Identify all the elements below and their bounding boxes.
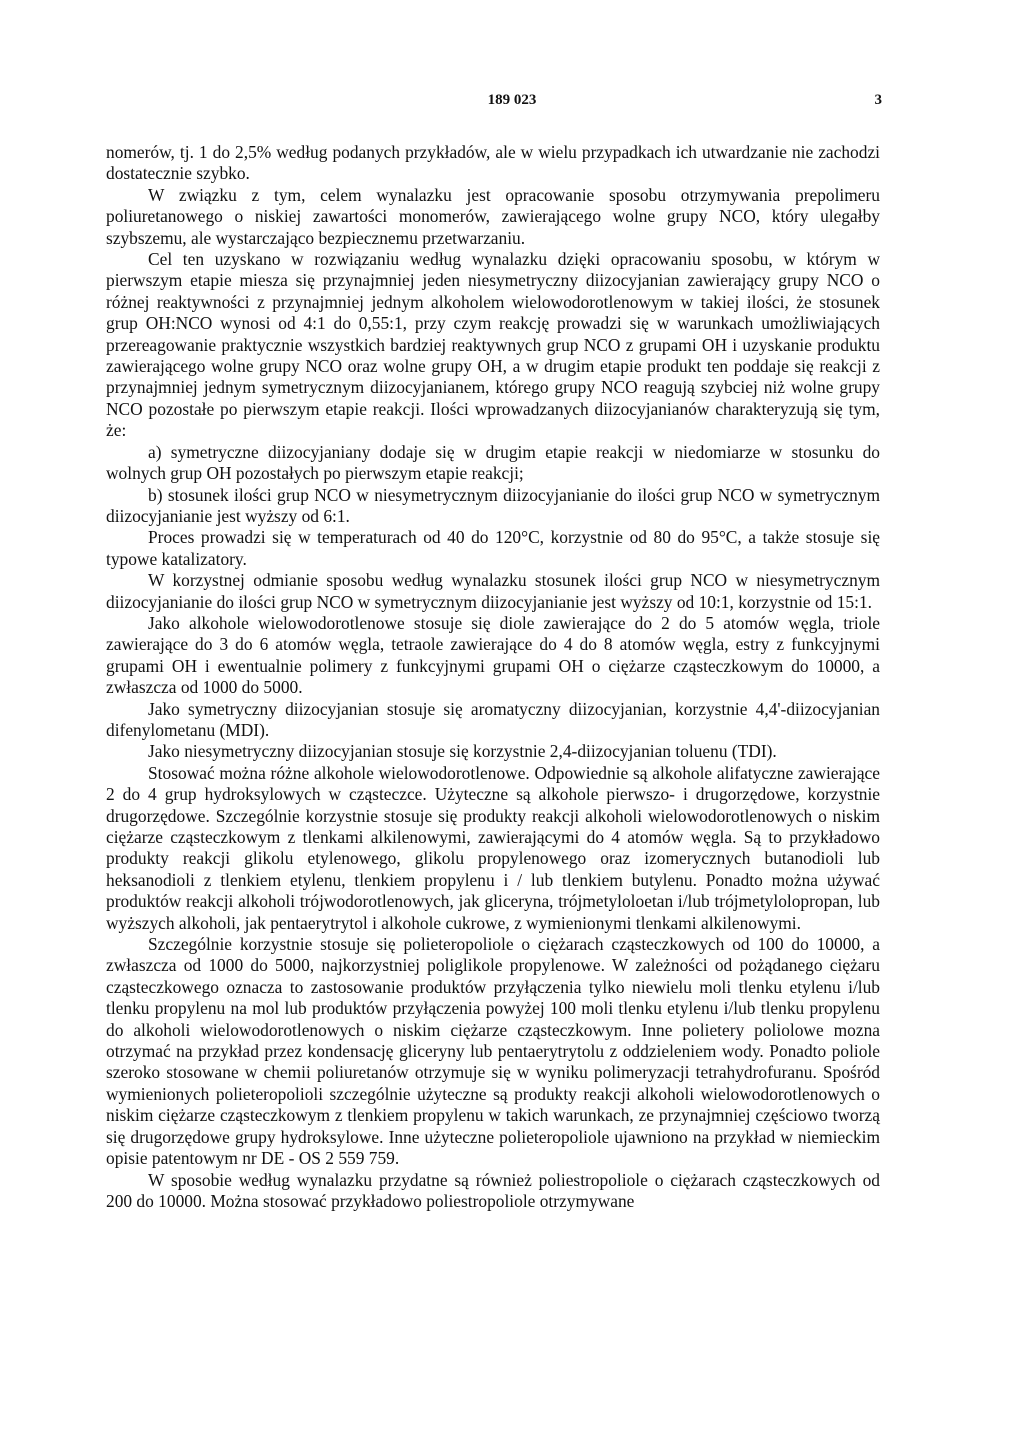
paragraph-preferred-variant: W korzystnej odmianie sposobu według wynalazku stosunek ilości grup NCO w niesymetrycznym diizocyjanianie do ilości grup NCO w symetrycznym diizocyjanianie jest wyższy od 10:1, korzystnie od 15:1.	[106, 570, 880, 612]
paragraph-polyester-polyols: W sposobie według wynalazku przydatne są również poliestropoliole o ciężarach cząsteczkowych od 200 do 10000. Można stosować przykładowo poliestropoliole otrzymywane	[106, 1169, 880, 1211]
paragraph-temperature: Proces prowadzi się w temperaturach od 40 do 120°C, korzystnie od 80 do 95°C, a także stosuje się typowe katalizatory.	[106, 527, 880, 569]
list-item-a: a) symetryczne diizocyjaniany dodaje się w drugim etapie reakcji w niedomiarze w stosunku do wolnych grup OH pozostałych po pierwszym etapie reakcji;	[106, 441, 880, 484]
page-header	[0, 92, 1024, 114]
list-item-b: b) stosunek ilości grup NCO w niesymetrycznym diizocyjanianie do ilości grup NCO w symetrycznym diizocyjanianie jest wyższy od 6:1.	[106, 484, 880, 526]
paragraph-object-of-invention: W związku z tym, celem wynalazku jest opracowanie sposobu otrzymywania prepolimeru poliuretanowego o niskiej zawartości monomerów, zawierającego wolne grupy NCO, który ulegałby szybszemu, ale wystarczająco bezpiecznemu przetwarzaniu.	[106, 184, 880, 248]
paragraph-symmetric-diisocyanate: Jako symetryczny diizocyjanian stosuje się aromatyczny diizocyjanian, korzystnie 4,4'-diizocyjanian difenylometanu (MDI).	[106, 698, 880, 740]
paragraph-continuation: nomerów, tj. 1 do 2,5% według podanych przykładów, ale w wielu przypadkach ich utwardzanie nie zachodzi dostatecznie szybko.	[106, 142, 880, 184]
paragraph-polyols: Jako alkohole wielowodorotlenowe stosuje się diole zawierające do 2 do 5 atomów węgla, triole zawierające do 3 do 6 atomów węgla, tetraole zawierające do 4 do 8 atomów węgla, estry z funkcyjnymi grupami OH i ewentualnie polimery z funkcyjnymi grupami OH o ciężarze cząsteczkowym do 10000, a zwłaszcza od 1000 do 5000.	[106, 612, 880, 698]
document-body	[106, 142, 880, 1212]
paragraph-asymmetric-diisocyanate: Jako niesymetryczny diizocyjanian stosuje się korzystnie 2,4-diizocyjanian toluenu (TDI).	[148, 741, 777, 762]
patent-number: 189 023	[487, 92, 537, 108]
paragraph-solution: Cel ten uzyskano w rozwiązaniu według wynalazku dzięki opracowaniu sposobu, w którym w pierwszym etapie miesza się przynajmniej jeden niesymetryczny diizocyjanian zawierający grupy NCO o różnej reaktywności z przynajmniej jednym alkoholem wielowodorotlenowym w takiej ilości, że stosunek grup OH:NCO wynosi od 4:1 do 0,55:1, przy czym reakcję prowadzi się w warunkach umożliwiających przereagowanie praktycznie wszystkich bardziej reaktywnych grup NCO z grupami OH i uzyskanie produktu zawierającego wolne grupy NCO oraz wolne grupy OH, a w drugim etapie produkt ten poddaje się reakcji z przynajmniej jednym symetrycznym diizocyjanianem, którego grupy NCO reagują szybciej niż wolne grupy NCO pozostałe po pierwszym etapie reakcji. Ilości wprowadzanych diizocyjanianów charakteryzują się tym, że:	[106, 249, 880, 441]
page-number: 3	[874, 92, 882, 108]
paragraph-alcohols: Stosować można różne alkohole wielowodorotlenowe. Odpowiednie są alkohole alifatyczne zawierające 2 do 4 grup hydroksylowych w cząsteczce. Użyteczne są alkohole pierwszo- i drugorzędowe, korzystnie drugorzędowe. Szczególnie korzystnie stosuje się produkty reakcji alkoholi wielowodorotlenowych o niskim ciężarze cząsteczkowym z tlenkami alkilenowymi, zawierającymi do 4 atomów węgla. Są to przykładowo produkty reakcji glikolu etylenowego, glikolu propylenowego oraz izomerycznych butanodioli lub heksanodioli z tlenkiem etylenu, tlenkiem propylenu i / lub tlenkiem butylenu. Ponadto można używać produktów reakcji alkoholi trójwodorotlenowych, jak gliceryna, trójmetyloloetan i/lub trójmetylolopropan, lub wyższych alkoholi, jak pentaerytrytol i alkohole cukrowe, z wymienionymi tlenkami alkilenowymi.	[106, 762, 880, 933]
paragraph-polyether-polyols: Szczególnie korzystnie stosuje się polieteropoliole o ciężarach cząsteczkowych od 100 do 10000, a zwłaszcza od 1000 do 5000, najkorzystniej poliglikole propylenowe. W zależności od pożądanego ciężaru cząsteczkowego oznacza to zastosowanie produktów przyłączenia tylko niewielu moli tlenku etylenu i/lub tlenku propylenu na mol lub produktów przyłączenia powyżej 100 moli tlenku etylenu i/lub tlenku propylenu do alkoholi wielowodorotlenowych o niskim ciężarze cząsteczkowym. Inne polietery poliolowe mozna otrzymać na przykład przez kondensację gliceryny lub pentaerytrytolu z oddzieleniem wody. Ponadto poliole szeroko stosowane w chemii poliuretanów otrzymuje się w wyniku polimeryzacji tetrahydrofuranu. Spośród wymienionych polieteropolioli szczególnie użyteczne są produkty reakcji alkoholi wielowodorotlenowych o niskim ciężarze cząsteczkowym z tlenkiem propylenu w takich warunkach, ze przynajmniej częściowo tworzą się drugorzędowe grupy hydroksylowe. Inne użyteczne polieteropoliole ujawniono na przykład w niemieckim opisie patentowym nr DE - OS 2 559 759.	[106, 934, 880, 1169]
